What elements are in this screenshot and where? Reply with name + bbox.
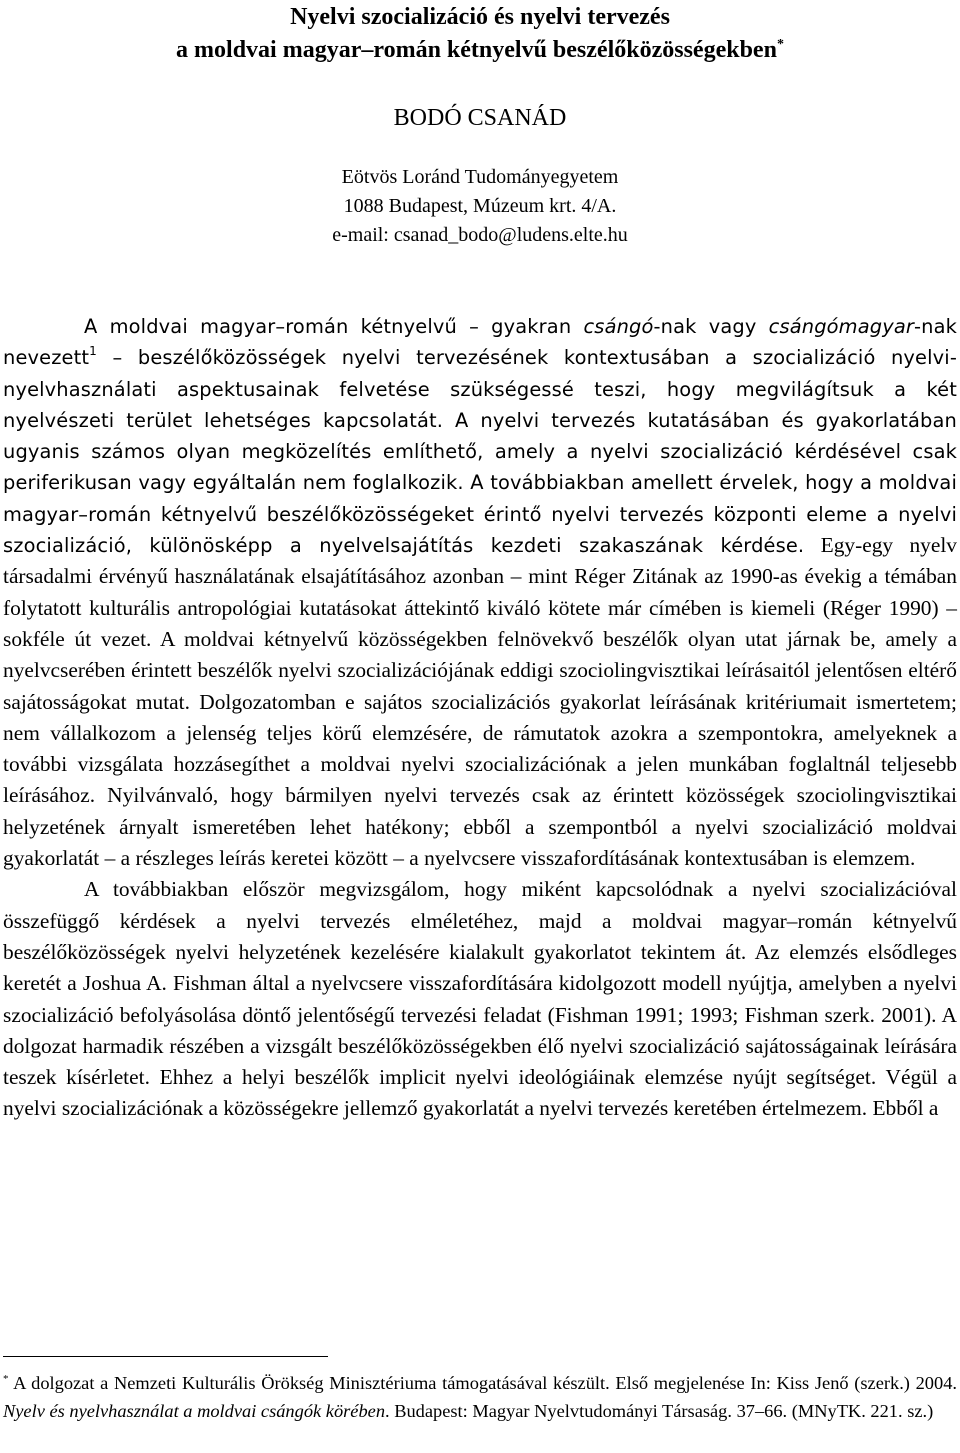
paper-title-line-2-text: a moldvai magyar–román kétnyelvű beszélőközösségekben <box>176 37 777 63</box>
paragraph-1 <box>3 311 957 874</box>
author-affiliation <box>0 163 960 250</box>
p1-text-d: – beszélőközösségek nyelvi tervezésének kontextusában a szocializáció nyelvi-nyelvhasználati aspektusainak felvetése szükségessé teszi, hogy megvilágítsuk a két nyelvészeti terület lehetséges kapcsolatát. <box>3 346 957 432</box>
footnote-book-title: Nyelv és nyelvhasználat a moldvai csángók körében <box>3 1400 386 1421</box>
p1-text-c: -nak nevezett <box>3 315 957 370</box>
p1-text-b: -nak vagy <box>653 315 769 338</box>
footnote-ref-1[interactable]: 1 <box>89 344 97 359</box>
term-csangomagyar: csángómagyar <box>768 315 914 338</box>
p1-text-e: A nyelvi tervezés kutatásában és gyakorlatában ugyanis számos olyan megközelítés említhető, amely a nyelvi szocializáció kérdésével csak periferikusan vagy egyáltalán nem foglalkozik. A továbbiakban amellett érvelek, hogy a moldvai magyar–román kétnyelvű beszélőközösségeket érintő nyelvi tervezés központi eleme a nyelvi szocializáció, különösképp a nyelvelsajátítás kezdeti szakaszának kérdése. <box>3 408 957 558</box>
footnote <box>3 1370 957 1425</box>
article-body <box>3 311 957 1125</box>
affiliation-address: 1088 Budapest, Múzeum krt. 4/A. <box>343 195 617 217</box>
footnote-separator <box>3 1356 328 1357</box>
paper-title-line-2 <box>0 35 960 66</box>
footnote-text-a: A dolgozat a Nemzeti Kulturális Örökség Minisztériuma támogatásával készült. Első megjelenése In: Kiss Jenő (szerk.) 2004. <box>8 1373 957 1393</box>
footnote-text-b: . Budapest: Magyar Nyelvtudományi Társaság. 37–66. (MNyTK. 221. sz.) <box>385 1400 934 1421</box>
author-name: BODÓ CSANÁD <box>393 105 567 131</box>
paragraph-2: A továbbiakban először megvizsgálom, hogy miként kapcsolódnak a nyelvi szocializációval összefüggő kérdések a nyelvi tervezés elméletéhez, majd a moldvai magyar–román kétnyelvű beszélőközösségek nyelvi helyzetének kezelésére kialakult gyakorlatot tekintem át. Az elemzés elsődleges keretét a Joshua A. Fishman által a nyelvcsere visszafordítására kidolgozott modell nyújtja, amelyben a nyelvi szocializáció befolyásolása döntő jelentőségű tervezési feladat (Fishman 1991; 1993; Fishman szerk. 2001). A dolgozat harmadik részében a vizsgált beszélőközösségekben élő nyelvi szocializáció sajátosságainak leírására teszek kísérletet. Ehhez a helyi beszélők implicit nyelvi ideológiáinak elemzése nyújt segítséget. Végül a nyelvi szocializációnak a közösségekre jellemző gyakorlatát a nyelvi tervezés keretében értelmezem. Ebből a <box>3 877 957 1121</box>
p1-text-a: A moldvai magyar–román kétnyelvű – gyakran <box>84 315 584 338</box>
paper-title-line-1: Nyelvi szocializáció és nyelvi tervezés <box>290 4 670 30</box>
title-footnote-mark: * <box>776 37 784 52</box>
term-csango: csángó <box>583 315 654 338</box>
affiliation-email[interactable]: e-mail: csanad_bodo@ludens.elte.hu <box>332 224 628 246</box>
affiliation-institution: Eötvös Loránd Tudományegyetem <box>341 166 619 188</box>
footnote-mark: * <box>3 1373 9 1385</box>
p1-text-f: Egy-egy nyelv társadalmi érvényű használatának elsajátításához azonban – mint Réger Zitának az 1990-as évekig a témában folytatott kulturális antropológiai kutatásokat áttekintő kiváló kötete már címében is kiemeli (Réger 1990) – sokféle út vezet. A moldvai kétnyelvű közösségekben felnövekvő beszélők olyan utat járnak be, amely a nyelvcserében érintett beszélők nyelvi szocializációjának eddigi szociolingvisztikai leírásaitól jelentősen eltérő sajátosságokat mutat. Dolgozatomban e sajátos szocializációs gyakorlat leírásának kritériumait ismertetem; nem vállalkozom a jelenség teljes körű elemzésére, de rámutatok azokra a szempontokra, amelyeknek a további vizsgálata hozzásegíthet a moldvai nyelvi szocializációnak a jelen munkában foglaltnál teljesebb leírásához. Nyilvánvaló, hogy bármilyen nyelvi tervezés csak az érintett közösségek szociolingvisztikai helyzetének árnyalt ismeretében lehet hatékony; ebből a szempontból a nyelvi szocializáció moldvai gyakorlatát – a részleges leírás keretei között – a nyelvcsere visszafordításának kontextusában is elemzem. <box>3 533 958 871</box>
